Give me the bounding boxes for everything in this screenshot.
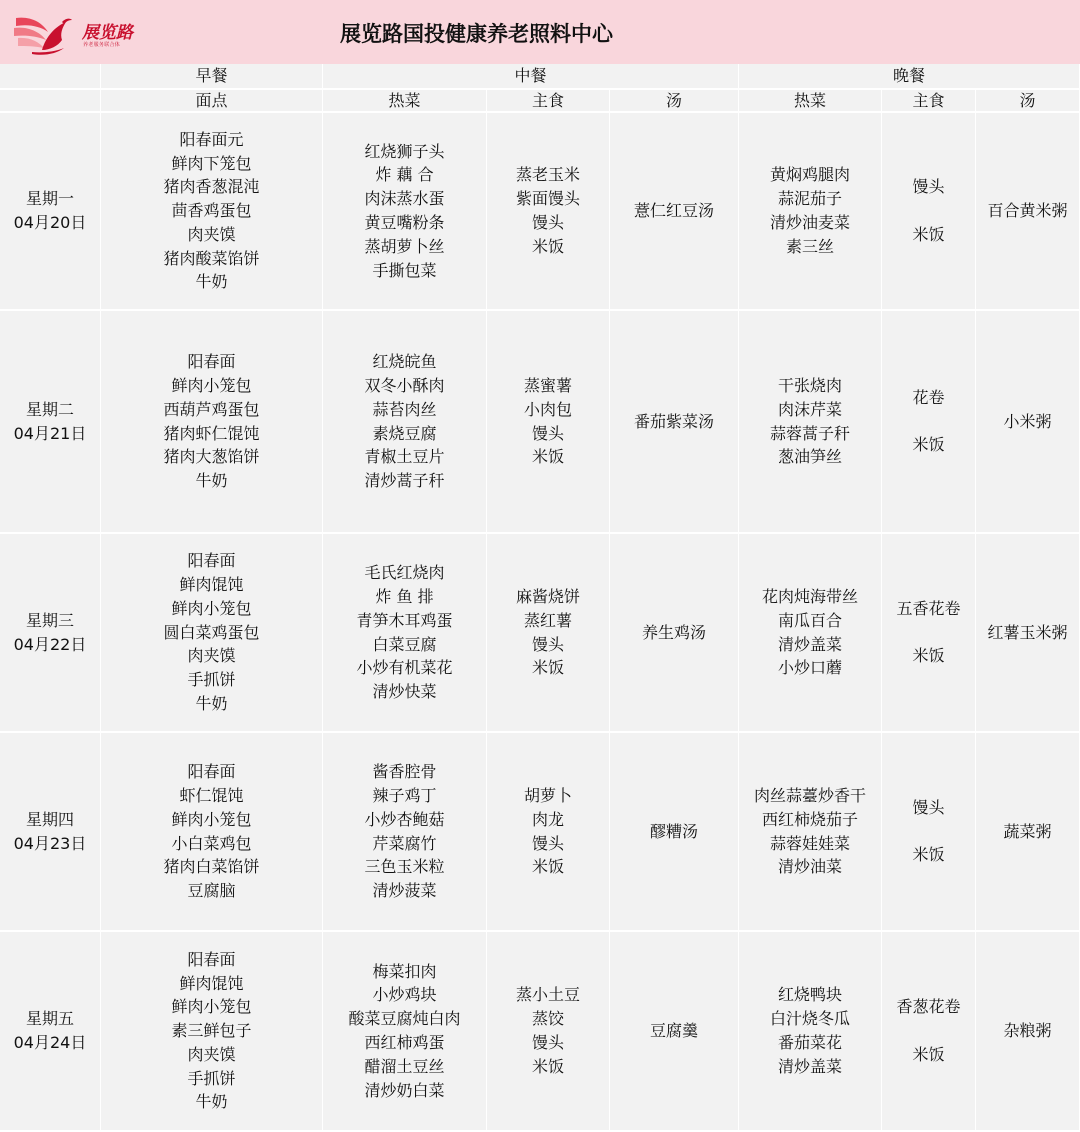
menu-item: 麻酱烧饼 [515, 586, 580, 606]
dinner-staples [882, 733, 976, 932]
menu-item: 米饭 [531, 447, 564, 467]
breakfast-items [101, 113, 323, 311]
header-hot-dish [739, 90, 882, 113]
menu-item: 青椒土豆片 [364, 447, 445, 467]
weekday-label: 星期一 [25, 189, 74, 209]
menu-item: 杂粮粥 [1003, 1021, 1052, 1041]
menu-item: 猪肉大葱馅饼 [163, 447, 260, 467]
menu-item: 蒜泥茄子 [777, 189, 842, 209]
menu-item: 馒头 [531, 833, 564, 853]
phoenix-logo-icon [12, 6, 74, 58]
menu-item: 鲜肉小笼包 [171, 997, 252, 1017]
weekday-label: 星期三 [25, 610, 74, 630]
lunch-hot-dishes [323, 311, 487, 534]
weekday-label: 星期二 [25, 399, 74, 419]
menu-item [926, 820, 931, 844]
date-label: 04月24日 [13, 1033, 87, 1052]
header-staple [882, 90, 976, 113]
menu-item: 小白菜鸡包 [171, 833, 252, 853]
logo-text: 展览路 [82, 23, 133, 43]
menu-item: 清炒蒿子秆 [364, 471, 445, 491]
menu-item: 毛氏红烧肉 [364, 563, 445, 583]
menu-item: 香葱花卷 [896, 997, 961, 1017]
breakfast-items [101, 534, 323, 733]
menu-item: 馒头 [912, 797, 945, 817]
lunch-hot-dishes [323, 113, 487, 311]
breakfast-items [101, 932, 323, 1132]
dinner-staples [882, 113, 976, 311]
menu-item: 葱油笋丝 [777, 447, 842, 467]
day-cell [0, 113, 101, 311]
menu-item: 辣子鸡丁 [372, 785, 437, 805]
menu-item: 清炒盖菜 [777, 1056, 842, 1076]
menu-item: 阳春面 [187, 551, 236, 571]
lunch-staples [487, 113, 610, 311]
menu-item: 阳春面元 [179, 129, 244, 149]
column-label: 主食 [912, 90, 945, 110]
menu-item: 米饭 [912, 646, 945, 666]
menu-item: 百合黄米粥 [987, 201, 1068, 221]
menu-item: 黄豆嘴粉条 [364, 213, 445, 232]
menu-item: 蒸饺 [531, 1009, 564, 1029]
menu-item: 馒头 [531, 213, 564, 232]
lunch-hot-dishes [323, 733, 487, 932]
menu-item: 小米粥 [1003, 411, 1052, 431]
menu-item: 红烧狮子头 [364, 141, 445, 161]
menu-item: 蒜苔肉丝 [372, 399, 437, 419]
menu-item: 清炒菠菜 [372, 881, 437, 901]
menu-item: 干张烧肉 [777, 375, 842, 395]
dinner-soup [976, 113, 1080, 311]
menu-item: 南瓜百合 [777, 610, 842, 630]
menu-item [926, 410, 931, 434]
menu-item: 炸 藕 合 [375, 165, 434, 185]
menu-item: 肉夹馍 [187, 224, 236, 244]
menu-item: 养生鸡汤 [641, 622, 706, 642]
menu-item: 牛奶 [195, 471, 228, 491]
dinner-hot-dishes [739, 534, 882, 733]
menu-item: 米饭 [912, 845, 945, 865]
menu-item: 肉龙 [531, 809, 564, 829]
lunch-soup [610, 733, 739, 932]
menu-item: 番茄紫菜汤 [633, 411, 714, 431]
menu-item: 米饭 [912, 1044, 945, 1064]
dinner-hot-dishes [739, 733, 882, 932]
menu-item: 肉沫芹菜 [777, 399, 842, 419]
menu-item: 圆白菜鸡蛋包 [163, 622, 260, 642]
menu-item: 鲜肉小笼包 [171, 809, 252, 829]
dinner-soup [976, 733, 1080, 932]
column-label: 汤 [1019, 90, 1036, 110]
menu-item: 花肉炖海带丝 [761, 586, 858, 606]
column-label: 热菜 [388, 90, 421, 110]
menu-item: 牛奶 [195, 272, 228, 292]
dinner-hot-dishes [739, 311, 882, 534]
menu-table [0, 64, 1080, 1132]
menu-item: 小肉包 [523, 399, 572, 419]
menu-item: 猪肉酸菜馅饼 [163, 248, 260, 268]
lunch-soup [610, 311, 739, 534]
menu-item: 米饭 [531, 658, 564, 678]
menu-item: 阳春面 [187, 949, 236, 969]
lunch-staples [487, 932, 610, 1132]
menu-item: 豆腐羹 [649, 1021, 698, 1041]
menu-item: 牛奶 [195, 1092, 228, 1112]
header-corner [0, 64, 101, 90]
menu-item: 米饭 [912, 435, 945, 455]
menu-item: 手抓饼 [187, 1068, 236, 1088]
menu-item: 肉夹馍 [187, 1044, 236, 1064]
menu-item: 阳春面 [187, 352, 236, 372]
meal-label: 中餐 [514, 66, 547, 85]
meal-label: 早餐 [195, 66, 228, 85]
lunch-soup [610, 534, 739, 733]
column-label: 汤 [665, 90, 682, 110]
menu-item: 蒸老玉米 [515, 165, 580, 185]
menu-item: 鲜肉馄饨 [179, 973, 244, 993]
dinner-soup [976, 534, 1080, 733]
menu-item: 蒸蜜薯 [523, 375, 572, 395]
header-breakfast [101, 64, 323, 90]
dinner-soup [976, 932, 1080, 1132]
menu-item: 牛奶 [195, 693, 228, 713]
header-dinner [739, 64, 1080, 90]
menu-item: 馒头 [531, 1033, 564, 1052]
page-header [0, 0, 1080, 64]
menu-item: 花卷 [912, 387, 945, 407]
menu-item: 番茄菜花 [777, 1033, 842, 1052]
menu-item: 茴香鸡蛋包 [171, 201, 252, 221]
menu-item: 阳春面 [187, 762, 236, 782]
dinner-staples [882, 932, 976, 1132]
dinner-hot-dishes [739, 932, 882, 1132]
menu-item: 豆腐脑 [187, 881, 236, 901]
meal-label: 晚餐 [892, 66, 925, 85]
date-label: 04月23日 [13, 833, 87, 853]
menu-item: 白汁烧冬瓜 [769, 1009, 850, 1029]
menu-item [926, 621, 931, 645]
dinner-soup [976, 311, 1080, 534]
header-soup [610, 90, 739, 113]
menu-item: 红烧鸭块 [777, 985, 842, 1005]
menu-item: 炸 鱼 排 [375, 586, 434, 606]
lunch-soup [610, 932, 739, 1132]
menu-item: 西葫芦鸡蛋包 [163, 399, 260, 419]
breakfast-items [101, 733, 323, 932]
menu-item: 酸菜豆腐炖白肉 [348, 1009, 461, 1029]
header-corner-sub [0, 90, 101, 113]
menu-item: 醋溜土豆丝 [364, 1056, 445, 1076]
menu-item: 小炒有机菜花 [356, 658, 453, 678]
menu-item: 米饭 [531, 857, 564, 877]
menu-item: 小炒口蘑 [777, 658, 842, 678]
lunch-staples [487, 733, 610, 932]
menu-item: 青笋木耳鸡蛋 [356, 610, 453, 630]
menu-item: 梅菜扣肉 [372, 961, 437, 981]
lunch-staples [487, 534, 610, 733]
menu-item: 素烧豆腐 [372, 423, 437, 443]
dinner-staples [882, 311, 976, 534]
menu-item: 白菜豆腐 [372, 634, 437, 654]
menu-item: 胡萝卜 [523, 785, 572, 805]
header-hot-dish [323, 90, 487, 113]
menu-item: 米饭 [912, 224, 945, 244]
weekday-label: 星期四 [25, 809, 74, 829]
menu-item: 鲜肉小笼包 [171, 375, 252, 395]
weekday-label: 星期五 [25, 1009, 74, 1029]
date-label: 04月20日 [13, 213, 87, 232]
brand-logo [12, 6, 142, 58]
menu-item: 黄焖鸡腿肉 [769, 165, 850, 185]
menu-item: 芹菜腐竹 [372, 833, 437, 853]
menu-item: 酱香腔骨 [372, 762, 437, 782]
menu-item: 虾仁馄饨 [179, 785, 244, 805]
menu-item: 小炒杏鲍菇 [364, 809, 445, 829]
day-cell [0, 311, 101, 534]
lunch-soup [610, 113, 739, 311]
menu-item: 馒头 [531, 634, 564, 654]
menu-item [926, 199, 931, 223]
menu-item: 猪肉虾仁馄饨 [163, 423, 260, 443]
column-label: 面点 [195, 90, 228, 110]
menu-item: 蒜蓉蒿子秆 [769, 423, 850, 443]
column-label: 主食 [531, 90, 564, 110]
menu-item: 五香花卷 [896, 598, 961, 618]
menu-item: 三色玉米粒 [364, 857, 445, 877]
day-cell [0, 733, 101, 932]
menu-item: 蒸小土豆 [515, 985, 580, 1005]
day-cell [0, 932, 101, 1132]
dinner-hot-dishes [739, 113, 882, 311]
date-label: 04月21日 [13, 423, 87, 443]
menu-item: 素三鲜包子 [171, 1021, 252, 1041]
menu-item: 醪糟汤 [649, 821, 698, 841]
menu-item: 紫面馒头 [515, 189, 580, 209]
menu-item: 米饭 [531, 1056, 564, 1076]
date-label: 04月22日 [13, 634, 87, 654]
menu-item: 清炒油麦菜 [769, 213, 850, 232]
breakfast-items [101, 311, 323, 534]
menu-item: 清炒奶白菜 [364, 1080, 445, 1100]
header-lunch [323, 64, 739, 90]
lunch-hot-dishes [323, 932, 487, 1132]
menu-item: 馒头 [912, 177, 945, 197]
menu-item: 双冬小酥肉 [364, 375, 445, 395]
lunch-hot-dishes [323, 534, 487, 733]
menu-item: 猪肉白菜馅饼 [163, 857, 260, 877]
header-staple [487, 90, 610, 113]
menu-item: 素三丝 [785, 236, 834, 256]
menu-item: 蒸胡萝卜丝 [364, 236, 445, 256]
menu-item: 手抓饼 [187, 670, 236, 690]
menu-item: 红烧皖鱼 [372, 352, 437, 372]
menu-item: 肉丝蒜薹炒香干 [753, 785, 866, 805]
logo-subtext: 养老服务联合体 [83, 42, 121, 48]
menu-item: 清炒盖菜 [777, 634, 842, 654]
lunch-staples [487, 311, 610, 534]
menu-item: 肉夹馍 [187, 646, 236, 666]
menu-item: 蒸红薯 [523, 610, 572, 630]
column-label: 热菜 [793, 90, 826, 110]
page-title: 展览路国投健康养老照料中心 [340, 22, 613, 46]
menu-item: 薏仁红豆汤 [633, 201, 714, 221]
menu-item: 手撕包菜 [372, 260, 437, 280]
menu-item [926, 1019, 931, 1043]
menu-item: 西红柿烧茄子 [761, 809, 858, 829]
menu-item: 鲜肉馄饨 [179, 575, 244, 594]
menu-item: 西红柿鸡蛋 [364, 1033, 445, 1052]
menu-item: 蒜蓉娃娃菜 [769, 833, 850, 853]
dinner-staples [882, 534, 976, 733]
menu-item: 鲜肉小笼包 [171, 598, 252, 618]
menu-item: 清炒快菜 [372, 682, 437, 702]
menu-item: 肉沫蒸水蛋 [364, 189, 445, 209]
menu-item: 红薯玉米粥 [987, 622, 1068, 642]
menu-item: 鲜肉下笼包 [171, 153, 252, 173]
menu-item: 馒头 [531, 423, 564, 443]
day-cell [0, 534, 101, 733]
header-soup [976, 90, 1080, 113]
menu-item: 猪肉香葱混沌 [163, 177, 260, 197]
menu-item: 清炒油菜 [777, 857, 842, 877]
menu-item: 蔬菜粥 [1003, 821, 1052, 841]
header-pastry [101, 90, 323, 113]
menu-item: 米饭 [531, 236, 564, 256]
menu-item: 小炒鸡块 [372, 985, 437, 1005]
